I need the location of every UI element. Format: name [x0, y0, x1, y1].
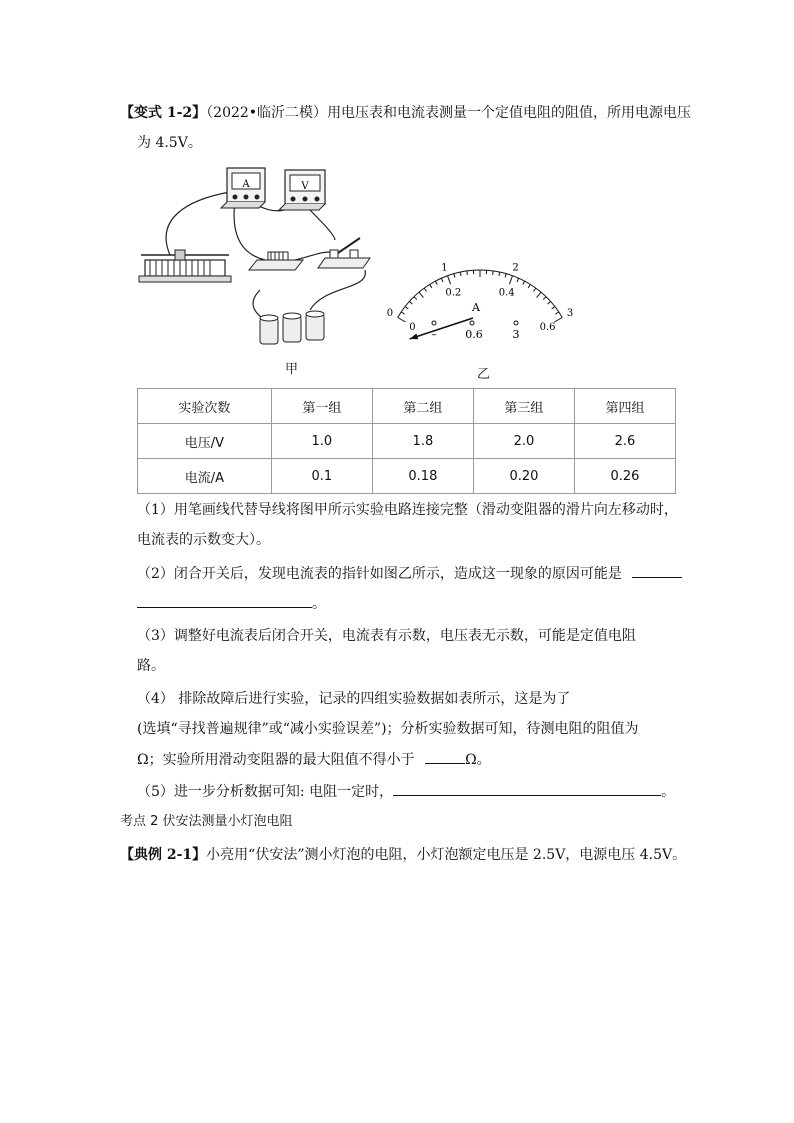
table-cell: 0.20: [473, 459, 574, 494]
meter-tick: [493, 271, 494, 275]
meter-lower-scale-label: 0: [409, 322, 416, 333]
meter-tick: [554, 318, 562, 323]
meter-tick: [537, 292, 541, 297]
figure-jia-caption: 甲: [285, 362, 299, 377]
meter-tick: [454, 274, 455, 278]
q4-answer-blank[interactable]: [425, 749, 465, 764]
table-cell: 2.0: [473, 424, 574, 459]
meter-tick: [528, 284, 530, 287]
meter-tick: [505, 274, 506, 278]
ammeter: [221, 168, 265, 208]
table-cell: 电流/A: [138, 459, 272, 494]
table-header-cell: 第一组: [271, 389, 372, 424]
meter-lower-scale-label: 0.2: [445, 287, 462, 299]
ammeter-dial-figure-yi: [385, 225, 585, 350]
table-header-cell: 实验次数: [138, 389, 272, 424]
table-header-cell: 第四组: [574, 389, 675, 424]
q4-line1: （4） 排除故障后进行实验，记录的四组实验数据如表所示，这是为了: [137, 691, 571, 707]
meter-upper-scale-label: 0: [386, 308, 394, 319]
problem-tag: 【变式 1-2】: [120, 105, 207, 121]
meter-tick: [435, 281, 437, 285]
q1-line1: （1）用笔画线代替导线将图甲所示实验电路连接完整（滑动变阻器的滑片向左移动时，: [137, 502, 678, 518]
voltmeter: [279, 170, 325, 210]
example-text: 小亮用“伏安法”测小灯泡的电阻，小灯泡额定电压是 2.5V，电源电压 4.5V。: [206, 847, 687, 863]
meter-tick: [467, 271, 468, 275]
problem-stem-line2: 为 4.5V。: [137, 135, 202, 151]
q3-line2: 路。: [137, 658, 165, 674]
meter-tick: [460, 272, 461, 276]
meter-scale-ticks: [398, 270, 563, 322]
meter-tick: [499, 272, 500, 276]
sliding-rheostat: [139, 250, 231, 282]
meter-pointer-arrow: [410, 334, 419, 340]
meter-tick: [548, 301, 551, 304]
meter-tick: [409, 301, 412, 304]
meter-tick: [419, 292, 423, 297]
q5-answer-blank[interactable]: [393, 781, 661, 796]
terminal-negative: –: [431, 328, 437, 341]
ammeter-letter: A: [242, 179, 250, 190]
data-table: [137, 388, 676, 494]
example-line: [120, 845, 687, 865]
meter-tick: [448, 276, 451, 284]
meter-upper-scale-label: 1: [441, 262, 448, 274]
meter-tick: [517, 278, 519, 282]
meter-tick: [523, 281, 525, 285]
meter-upper-scale-label: 3: [566, 308, 574, 319]
problem-stem: 用电压表和电流表测量一个定值电阻的阻值，所用电源电压: [327, 105, 692, 121]
meter-pointer: [410, 318, 473, 339]
q2-end: 。: [312, 596, 326, 612]
q4-text-b: Ω。: [465, 752, 491, 768]
figure-yi-caption: 乙: [477, 367, 491, 382]
problem-stem-line1: [120, 103, 692, 123]
circuit-figure-jia: [135, 160, 385, 360]
meter-tick: [405, 307, 408, 309]
battery-pack: [260, 311, 324, 344]
meter-scale-arc: [398, 270, 563, 318]
q2-answer-blank-a[interactable]: [632, 563, 682, 578]
section-heading: 考点 2 伏安法测量小灯泡电阻: [120, 814, 293, 829]
table-cell: 1.0: [271, 424, 372, 459]
q2-line1: [137, 563, 697, 584]
switch: [318, 238, 370, 268]
meter-tick: [401, 312, 404, 314]
q4-line3: [137, 749, 697, 770]
meter-tick: [424, 288, 426, 291]
problem-source: （2022•临沂二模）: [206, 105, 328, 121]
q5-text: （5）进一步分析数据可知: 电阻一定时，: [137, 784, 394, 800]
table-cell: 1.8: [372, 424, 473, 459]
meter-upper-scale-label: 2: [512, 262, 519, 274]
meter-tick: [552, 307, 555, 309]
fixed-resistor: [249, 252, 303, 270]
meter-tick: [430, 284, 432, 287]
terminal-3: 3: [512, 328, 520, 341]
table-row: [138, 424, 676, 459]
meter-lower-scale-label: 0.6: [539, 322, 556, 333]
q2-answer-blank-b[interactable]: [137, 593, 312, 608]
q4-text-a: Ω；实验所用滑动变阻器的最大阻值不得小于: [137, 752, 415, 768]
meter-tick: [543, 297, 546, 300]
q3-line1: （3）调整好电流表后闭合开关，电流表有示数，电压表无示数，可能是定值电阻: [137, 628, 636, 644]
table-header-cell: 第三组: [473, 389, 574, 424]
meter-tick: [555, 312, 558, 314]
q5-end: 。: [661, 784, 676, 800]
terminal-0.6: 0.6: [465, 328, 483, 341]
meter-lower-scale-label: 0.4: [498, 287, 515, 299]
q2-text: （2）闭合开关后，发现电流表的指针如图乙所示，造成这一现象的原因可能是: [137, 566, 622, 582]
table-cell: 0.1: [271, 459, 372, 494]
meter-unit-label: A: [472, 301, 480, 314]
q1-line2: 电流表的示数变大）。: [137, 532, 270, 548]
q5-line: [137, 781, 697, 802]
meter-tick: [398, 318, 406, 323]
voltmeter-letter: V: [301, 181, 309, 192]
table-cell: 0.26: [574, 459, 675, 494]
table-cell: 电压/V: [138, 424, 272, 459]
meter-tick: [533, 288, 535, 291]
meter-tick: [441, 278, 443, 282]
q2-line2: [137, 593, 697, 614]
q4-line2: (选填“寻找普遍规律”或“减小实验误差”)；分析实验数据可知，待测电阻的阻值为: [137, 721, 639, 737]
table-header-cell: 第二组: [372, 389, 473, 424]
table-cell: 0.18: [372, 459, 473, 494]
example-tag: 【典例 2-1】: [120, 847, 207, 863]
table-row: [138, 459, 676, 494]
meter-tick: [509, 276, 512, 284]
table-header-row: [138, 389, 676, 424]
table-cell: 2.6: [574, 424, 675, 459]
meter-tick: [414, 297, 417, 300]
